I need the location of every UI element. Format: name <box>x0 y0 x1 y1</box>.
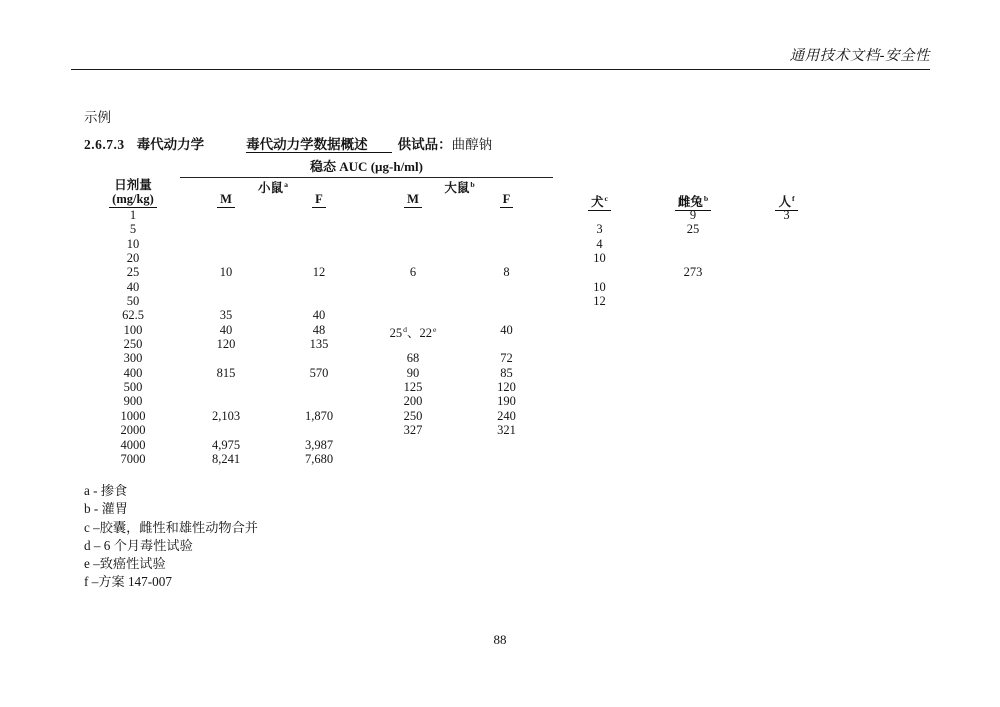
value-cell <box>460 208 553 222</box>
dose-cell: 40 <box>126 279 140 294</box>
value-cell <box>180 380 272 394</box>
footnote-line: b - 灌胃 <box>84 501 128 517</box>
value-cell: 9 <box>689 208 697 222</box>
value-cell <box>180 351 272 365</box>
value-cell <box>553 409 646 423</box>
value-cell <box>366 208 460 222</box>
dose-header <box>86 178 180 208</box>
value-cell: 12 <box>312 265 326 280</box>
value-cell <box>740 438 833 452</box>
value-cell: 3,987 <box>304 437 334 452</box>
value-cell: 321 <box>497 423 516 438</box>
value-cell: 40 <box>219 322 233 337</box>
value-cell <box>272 394 366 408</box>
value-cell <box>180 394 272 408</box>
footnote-line: f –方案 147-007 <box>84 574 172 590</box>
value-cell <box>646 294 740 308</box>
supply-label: 供试品： <box>397 137 452 152</box>
dose-header-line1: 日剂量 <box>114 178 152 192</box>
dose-cell: 2000 <box>120 423 146 438</box>
dose-cell: 500 <box>123 380 143 395</box>
dose-cell: 10 <box>126 236 140 251</box>
dose-cell: 300 <box>123 351 143 366</box>
value-cell <box>180 208 272 222</box>
value-cell <box>553 380 646 394</box>
value-cell: 4 <box>596 236 603 251</box>
supply-value: 曲醇钠 <box>451 137 493 152</box>
value-cell <box>553 265 646 279</box>
footnote-line: c –胶囊，雌性和雄性动物合并 <box>84 519 258 535</box>
value-cell <box>740 323 833 337</box>
value-cell <box>646 366 740 380</box>
value-cell <box>740 308 833 322</box>
value-cell <box>646 351 740 365</box>
rat-f-header: F <box>460 192 553 208</box>
value-cell <box>553 423 646 437</box>
value-cell <box>646 409 740 423</box>
value-cell <box>740 237 833 251</box>
value-cell <box>740 452 833 466</box>
value-cell <box>460 337 553 351</box>
value-cell <box>180 280 272 294</box>
dog-header: 犬$^c$ <box>553 192 646 208</box>
value-cell <box>460 251 553 265</box>
mouse-m-header: M <box>180 192 272 208</box>
value-cell <box>553 394 646 408</box>
value-cell: 570 <box>309 365 329 380</box>
value-cell <box>553 351 646 365</box>
value-cell <box>740 222 833 236</box>
value-cell: 135 <box>309 337 329 352</box>
doc-header-title: 通用技术文档-安全性 <box>789 48 930 64</box>
dose-cell: 900 <box>123 394 143 409</box>
rat-group-header: 大鼠$^b$ <box>444 180 475 196</box>
footnotes <box>84 482 258 592</box>
mouse-group-header: 小鼠$^a$ <box>258 180 288 196</box>
value-cell: 4,975 <box>211 437 241 452</box>
value-cell <box>366 337 460 351</box>
mouse-f-header: F <box>272 192 366 208</box>
value-cell <box>366 237 460 251</box>
value-cell <box>180 423 272 437</box>
value-cell: 10 <box>593 279 606 294</box>
value-cell: 68 <box>406 351 420 366</box>
value-cell: 120 <box>216 337 236 352</box>
value-cell <box>740 351 833 365</box>
dose-cell: 1000 <box>120 408 146 423</box>
dose-cell: 7000 <box>120 451 146 466</box>
value-cell: 7,680 <box>304 451 334 466</box>
toxico-table <box>86 160 833 466</box>
example-label: 示例 <box>84 110 111 125</box>
value-cell: 10 <box>219 265 233 280</box>
value-cell <box>180 237 272 251</box>
value-cell: 40 <box>500 322 513 337</box>
page-number: 88 <box>493 632 507 647</box>
value-cell <box>646 308 740 322</box>
value-cell <box>740 366 833 380</box>
value-cell: 200 <box>403 394 423 409</box>
value-cell: 72 <box>500 351 513 366</box>
value-cell <box>460 294 553 308</box>
value-cell <box>366 452 460 466</box>
dose-cell: 25 <box>126 265 140 280</box>
value-cell <box>272 237 366 251</box>
value-cell: 10 <box>593 251 606 266</box>
value-cell: 250 <box>403 408 423 423</box>
value-cell: 120 <box>497 380 516 395</box>
value-cell <box>460 222 553 236</box>
value-cell: 3 <box>596 222 603 237</box>
value-cell: 25$^d$、22e <box>389 324 437 340</box>
value-cell <box>272 423 366 437</box>
value-cell <box>460 452 553 466</box>
value-cell: 273 <box>683 265 703 280</box>
value-cell <box>740 337 833 351</box>
value-cell: 1,870 <box>304 408 334 423</box>
value-cell: 25 <box>686 222 700 237</box>
header-rule <box>71 69 930 70</box>
value-cell <box>366 294 460 308</box>
value-cell <box>740 280 833 294</box>
value-cell <box>553 323 646 337</box>
value-cell <box>460 280 553 294</box>
dose-cell: 20 <box>126 251 140 266</box>
value-cell <box>646 237 740 251</box>
rabbit-header: 雌兔$^b$ <box>646 192 740 208</box>
value-cell <box>553 308 646 322</box>
rat-m-header: M <box>366 192 460 208</box>
value-cell <box>740 394 833 408</box>
value-cell <box>646 280 740 294</box>
value-cell <box>272 208 366 222</box>
value-cell: 12 <box>593 294 606 309</box>
dose-cell: 5 <box>129 222 137 237</box>
value-cell: 8,241 <box>211 451 241 466</box>
footnote-line: d – 6 个月毒性试验 <box>84 537 193 553</box>
value-cell <box>272 251 366 265</box>
dose-cell: 62.5 <box>122 308 144 323</box>
dose-cell: 250 <box>123 337 143 352</box>
value-cell: 815 <box>216 365 236 380</box>
value-cell <box>272 380 366 394</box>
value-cell <box>553 337 646 351</box>
value-cell: 48 <box>312 322 326 337</box>
footnote-line: e –致癌性试验 <box>84 556 166 572</box>
dose-cell: 100 <box>123 322 143 337</box>
value-cell <box>366 251 460 265</box>
footnote-line: a - 掺食 <box>84 483 128 498</box>
dose-cell: 50 <box>126 294 140 309</box>
value-cell: 90 <box>406 365 420 380</box>
human-header: 人$^f$ <box>740 192 833 208</box>
value-cell <box>740 251 833 265</box>
value-cell: 240 <box>497 408 516 423</box>
value-cell <box>366 280 460 294</box>
value-cell: 2,103 <box>211 408 241 423</box>
value-cell <box>740 409 833 423</box>
value-cell <box>553 366 646 380</box>
value-cell <box>272 294 366 308</box>
value-cell <box>180 251 272 265</box>
value-cell <box>646 323 740 337</box>
section-title: 毒代动力学 <box>136 137 205 152</box>
value-cell <box>646 423 740 437</box>
value-cell <box>646 380 740 394</box>
value-cell <box>646 251 740 265</box>
value-cell <box>553 452 646 466</box>
dose-cell: 1 <box>129 208 137 222</box>
value-cell <box>646 452 740 466</box>
dose-cell: 4000 <box>120 437 146 452</box>
value-cell <box>740 294 833 308</box>
value-cell: 125 <box>403 380 423 395</box>
section-number: 2.6.7.3 <box>84 137 125 152</box>
value-cell <box>646 337 740 351</box>
value-cell <box>553 438 646 452</box>
value-cell <box>460 237 553 251</box>
value-cell <box>553 208 646 222</box>
section-subtitle: 毒代动力学数据概述 <box>246 137 392 153</box>
dose-cell: 400 <box>123 365 143 380</box>
value-cell <box>180 294 272 308</box>
auc-span-header: 稳态 AUC (µg-h/ml) <box>180 160 553 178</box>
value-cell <box>272 351 366 365</box>
value-cell <box>272 280 366 294</box>
value-cell <box>366 308 460 322</box>
value-cell <box>272 222 366 236</box>
value-cell <box>740 423 833 437</box>
value-cell <box>366 438 460 452</box>
value-cell: 3 <box>783 208 790 222</box>
value-cell <box>180 222 272 236</box>
section-heading <box>84 133 492 153</box>
value-cell: 85 <box>500 365 513 380</box>
value-cell <box>460 438 553 452</box>
value-cell: 6 <box>409 265 417 280</box>
value-cell <box>646 438 740 452</box>
value-cell: 8 <box>503 265 510 280</box>
value-cell <box>366 222 460 236</box>
value-cell <box>740 380 833 394</box>
value-cell: 35 <box>219 308 233 323</box>
value-cell <box>740 265 833 279</box>
value-cell: 190 <box>497 394 516 409</box>
value-cell <box>460 308 553 322</box>
dose-header-line2: (mg/kg) <box>109 192 157 208</box>
value-cell <box>646 394 740 408</box>
value-cell: 327 <box>403 423 423 438</box>
value-cell: 40 <box>312 308 326 323</box>
